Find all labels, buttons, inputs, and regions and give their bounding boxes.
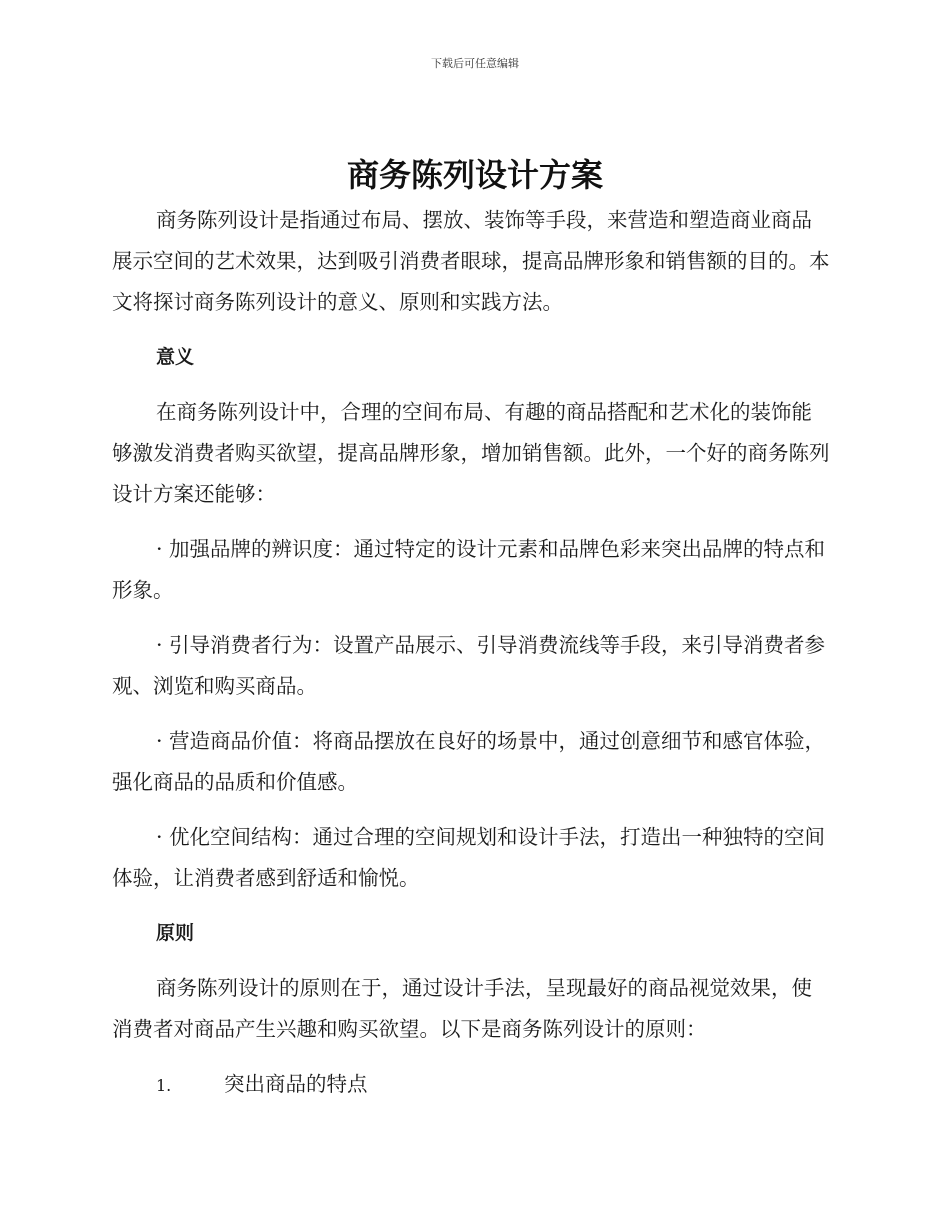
bullet-item: · 引导消费者行为：设置产品展示、引导消费流线等手段，来引导消费者参观、浏览和购买商品。 xyxy=(112,633,826,698)
document-title: 商务陈列设计方案 xyxy=(346,156,603,194)
intro-paragraph: 商务陈列设计是指通过布局、摆放、装饰等手段，来营造和塑造商业商品展示空间的艺术效果，达到吸引消费者眼球，提高品牌形象和销售额的目的。本文将探讨商务陈列设计的意义、原则和实践方法。 xyxy=(112,208,830,314)
principle-paragraph: 商务陈列设计的原则在于，通过设计手法，呈现最好的商品视觉效果，使消费者对商品产生兴趣和购买欲望。以下是商务陈列设计的原则： xyxy=(112,976,812,1041)
section-heading-meaning: 意义 xyxy=(156,346,195,368)
meaning-paragraph: 在商务陈列设计中，合理的空间布局、有趣的商品搭配和艺术化的装饰能够激发消费者购买欲望，提高品牌形象，增加销售额。此外，一个好的商务陈列设计方案还能够： xyxy=(112,400,830,506)
bullet-item: · 营造商品价值：将商品摆放在良好的场景中，通过创意细节和感官体验，强化商品的品质和价值感。 xyxy=(112,729,826,794)
section-heading-principle: 原则 xyxy=(156,922,195,944)
bullet-item: · 优化空间结构：通过合理的空间规划和设计手法，打造出一种独特的空间体验，让消费者感到舒适和愉悦。 xyxy=(112,825,826,890)
bullet-item: · 加强品牌的辨识度：通过特定的设计元素和品牌色彩来突出品牌的特点和形象。 xyxy=(112,537,826,602)
numbered-list-item xyxy=(112,1064,832,1106)
header-note: 下载后可任意编辑 xyxy=(431,57,519,70)
document-body xyxy=(112,200,832,1106)
list-item-text: 突出商品的特点 xyxy=(224,1072,368,1096)
list-number: 1. xyxy=(156,1076,172,1095)
